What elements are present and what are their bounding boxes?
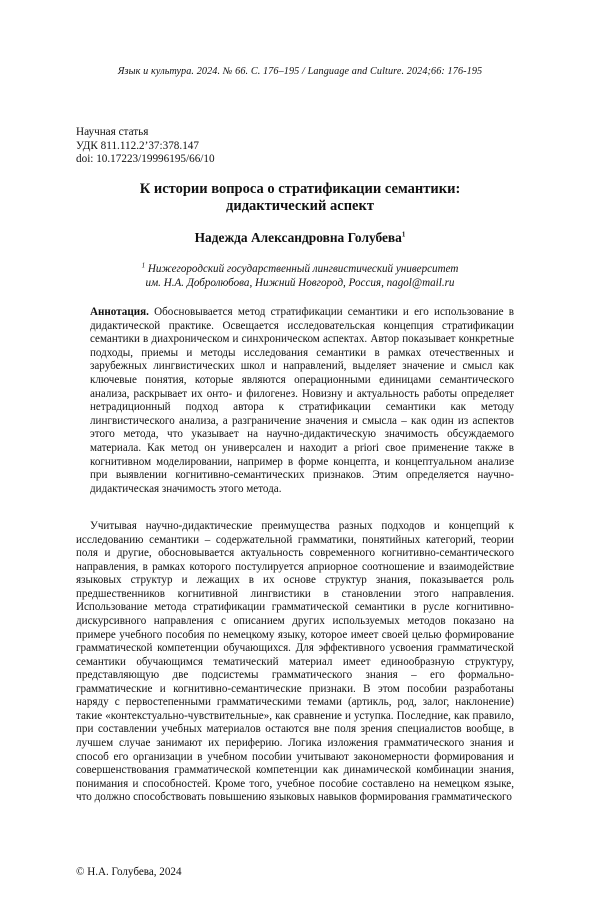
abstract-label: Аннотация. [90,306,149,318]
doi: doi: 10.17223/19996195/66/10 [76,153,215,165]
affiliation-line-2: им. Н.А. Добролюбова, Нижний Новгород, Россия, nagol@mail.ru [145,277,455,290]
abstract [90,306,514,496]
affiliation-university: Нижегородский государственный лингвистический университет [147,263,459,275]
author-footnote-mark: 1 [401,230,406,239]
copyright-notice: © Н.А. Голубева, 2024 [76,866,182,878]
author-line [0,230,600,246]
article-meta [76,126,215,167]
author-name: Надежда Александровна Голубева [194,230,402,245]
abstract-text: Обосновывается метод стратификации семантики и его использование в дидактической практике. Освещается исследовательская концепция стратификации семантики в диахроническом и синхроническом аспектах. Автор показывает конкретные подходы, приемы и методы исследования семантики в рамках отечественных и зарубежных лингвистических школ и направлений, выделяет значение и смысл как ключевые понятия, которые являются операционными единицами семантического анализа, раскрывает их онто- и филогенез. Новизну и актуальность работы определяет нетрадиционный подход автора к стратификации семантики как методу лингвистического анализа, а разграничение значения и смысла – как один из аспектов этого метода, что указывает на научно-дидактическую значимость обсуждаемого материала. Как метод он универсален и находит a priori свое применение также в когнитивном моделировании, например в форме концепта, и концептуальном анализе при выявлении когнитивно-семантических признаков. Этим определяется научно-дидактическая значимость этого метода. [90,306,514,495]
title-line-1: К истории вопроса о стратификации семантики: [139,181,461,197]
affiliation-mark: 1 [141,261,146,270]
article-title [80,181,520,215]
body-text [76,520,514,805]
running-header: Язык и культура. 2024. № 66. С. 176–195 / Language and Culture. 2024;66: 176-195 [117,66,483,77]
udc-code: УДК 811.112.2’37:378.147 [76,139,199,152]
affiliation [0,262,600,290]
body-paragraph: Учитывая научно-дидактические преимущества разных подходов и концепций к исследованию семантики – содержательной грамматики, понятийных категорий, теории поля и другие, обосновывается актуальность современного когнитивно-семантического направления, в рамках которого постулируется априорное соотношение и взаимодействие языковых структур и лежащих в их основе структур знания, показывается роль предшественников когнитивной лингвистики в становлении этого направления. Использование метода стратификации грамматической семантики в русле когнитивно-дискурсивного направления с описанием других используемых методов показано на примере учебного пособия по немецкому языку, которое имеет своей целью формирование грамматической компетенции обучающихся. Для эффективного усвоения грамматической семантики обучающимся тематический материал имеет единообразную структуру, представляющую две подсистемы грамматического знания – его формально-грамматические и когнитивно-семантические признаки. В этом пособии разработаны наряду с первостепенными грамматическими темами (артикль, род, залог, наклонение) такие «контекстуально-чувствительные», как сравнение и уступка. Последние, как правило, при составлении учебных материалов остаются вне поля зрения специалистов вообще, в лучшем случае занимают их периферию. Логика изложения грамматического знания и способ его организации в учебном пособии учитывают закономерности формирования и совершенствования грамматической компетенции как динамической комбинации знания, понимания и способностей. Кроме того, учебное пособие составлено на немецком языке, что должно способствовать повышению языковых навыков формирования грамматического [76,520,514,804]
article-type: Научная статья [76,126,149,138]
affiliation-line-1 [0,262,600,276]
title-line-2: дидактический аспект [226,198,374,214]
